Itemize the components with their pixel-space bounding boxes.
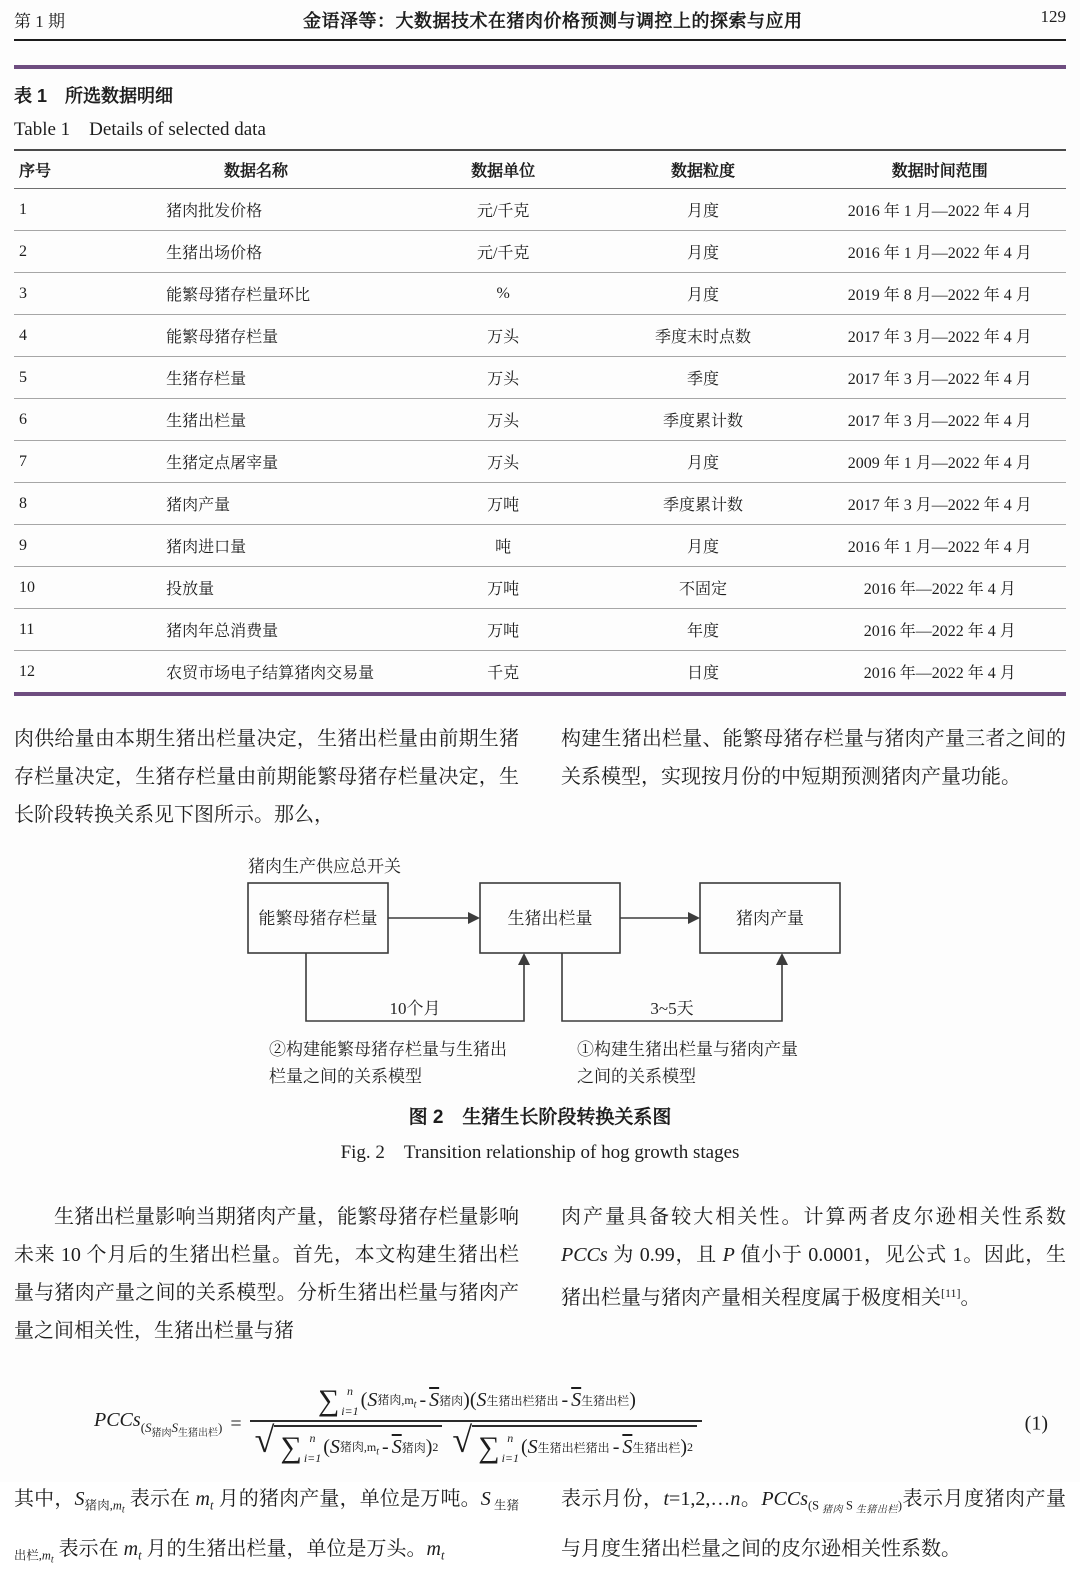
table-row bbox=[14, 315, 1066, 357]
table-cell: 2 bbox=[14, 231, 98, 273]
table-cell: 猪肉批发价格 bbox=[166, 203, 263, 220]
table-cell: 猪肉产量 bbox=[98, 483, 414, 525]
column-header: 数据时间范围 bbox=[813, 150, 1066, 189]
table-cell: 2017 年 3 月—2022 年 4 月 bbox=[813, 315, 1066, 357]
equation-denominator: √ ∑ n i=1 ( S 猪肉$,m_t$ - $\overline{S}$ 猪肉 ) 2 √ ∑ n i=1 ( S 生猪出栏猪出 - $\overline{S}$ 生猪出栏 ) 2 bbox=[250, 1422, 702, 1464]
table-cell: 2016 年—2022 年 4 月 bbox=[813, 651, 1066, 695]
column-header: 序号 bbox=[14, 150, 98, 189]
text-segment: P bbox=[722, 1244, 735, 1266]
table-cell: 万头 bbox=[414, 315, 593, 357]
table-cell: 2017 年 3 月—2022 年 4 月 bbox=[813, 357, 1066, 399]
text-segment: ) bbox=[897, 1498, 903, 1513]
text-segment: 生猪出栏, bbox=[14, 1498, 519, 1562]
table-cell: 猪肉年总消费量 bbox=[98, 609, 414, 651]
table-cell: 2016 年 1 月—2022 年 4 月 bbox=[813, 231, 1066, 273]
top-purple-rule bbox=[14, 65, 1066, 69]
table-cell: 万头 bbox=[414, 399, 593, 441]
data-table bbox=[14, 149, 1066, 696]
table-cell: 2019 年 8 月—2022 年 4 月 bbox=[813, 273, 1066, 315]
box-sow-inventory-label: 能繁母猪存栏量 bbox=[258, 909, 378, 928]
text-segment: 。 bbox=[740, 1488, 762, 1510]
table-row bbox=[14, 567, 1066, 609]
table-cell: 万吨 bbox=[414, 483, 593, 525]
u2-duration-label: 3~5天 bbox=[650, 999, 694, 1018]
text-segment: 肉产量具备较大相关性。计算两者皮尔逊相关性系数 bbox=[561, 1206, 1066, 1228]
table-cell: 万头 bbox=[414, 357, 593, 399]
text-segment: S bbox=[74, 1488, 85, 1510]
table-cell: 季度累计数 bbox=[593, 399, 814, 441]
text-segment: 表示在 bbox=[124, 1488, 196, 1510]
table-cell: 生猪存栏量 bbox=[98, 357, 414, 399]
table-cell: 万吨 bbox=[414, 567, 593, 609]
text-segment: t bbox=[138, 1547, 142, 1562]
text-segment: 表示在 bbox=[53, 1537, 124, 1560]
text-segment: 月的猪肉产量，单位是万吨。 bbox=[213, 1488, 481, 1510]
table-cell: 元/千克 bbox=[476, 203, 530, 220]
text-segment: S bbox=[480, 1488, 491, 1510]
table-row bbox=[14, 441, 1066, 483]
table-cell: 2016 年—2022 年 4 月 bbox=[813, 567, 1066, 609]
table-cell: 农贸市场电子结算猪肉交易量 bbox=[98, 651, 414, 695]
table-cell: 年度 bbox=[593, 609, 814, 651]
table-row bbox=[14, 231, 1066, 273]
column-header: 数据名称 bbox=[98, 150, 414, 189]
table-cell: 8 bbox=[14, 483, 98, 525]
text-segment: t bbox=[663, 1488, 670, 1510]
issue-number: 第 1 期 bbox=[14, 12, 65, 31]
table-cell: 7 bbox=[14, 441, 98, 483]
table-row bbox=[14, 189, 1066, 231]
table-cell: 万吨 bbox=[414, 609, 593, 651]
table-cell: 生猪出场价格 bbox=[98, 231, 414, 273]
box-hog-output-label: 生猪出栏量 bbox=[507, 909, 593, 928]
table-cell: 猪肉进口量 bbox=[98, 525, 414, 567]
arrowhead-icon bbox=[776, 953, 788, 965]
left-column-paragraph: 肉供给量由本期生猪出栏量决定，生猪出栏量由前期生猪存栏量决定，生猪存栏量由前期能繁母猪存栏量决定，生长阶段转换关系见下图所示。那么， bbox=[14, 728, 519, 826]
table-header-row bbox=[14, 150, 1066, 189]
table-row bbox=[14, 357, 1066, 399]
table-caption-en: Table 1 Details of selected data bbox=[14, 119, 266, 140]
column-header: 数据单位 bbox=[414, 150, 593, 189]
text-segment: 。 bbox=[960, 1287, 981, 1310]
table-cell: 2016 年 1 月—2022 年 4 月 bbox=[847, 203, 1032, 220]
text-segment: 月的生猪出栏量，单位是万头。 bbox=[141, 1537, 427, 1560]
table-cell: 月度 bbox=[593, 273, 814, 315]
table-cell: 2009 年 1 月—2022 年 4 月 bbox=[813, 441, 1066, 483]
left-column-paragraph bbox=[14, 1480, 519, 1579]
text-segment: m bbox=[426, 1537, 441, 1560]
text-segment: t bbox=[50, 1554, 54, 1565]
text-segment: 其中， bbox=[14, 1488, 75, 1510]
table-cell: % bbox=[414, 273, 593, 315]
text-segment: m bbox=[112, 1498, 122, 1513]
text-segment: m bbox=[195, 1488, 210, 1510]
left-column-paragraph: 生猪出栏量影响当期猪肉产量，能繁母猪存栏量影响未来 10 个月后的生猪出栏量。首先，本文构建生猪出栏量与猪肉产量之间的关系模型。分析生猪出栏量与猪肉产量之间相关性，生猪出栏量与猪 bbox=[14, 1206, 519, 1342]
running-title: 金语泽等：大数据技术在猪肉价格预测与调控上的探索与应用 bbox=[303, 11, 803, 31]
arrowhead-icon bbox=[688, 912, 700, 924]
equation-lhs: PCCs$_{(S_{猪肉}S_{生猪出栏})}$ bbox=[94, 1408, 223, 1440]
text-segment: S bbox=[846, 1498, 853, 1513]
table-cell: 10 bbox=[14, 567, 98, 609]
text-segment: =1,2,… bbox=[669, 1488, 731, 1510]
table-cell: 日度 bbox=[593, 651, 814, 695]
diagram-note-left-line2: 栏量之间的关系模型 bbox=[269, 1067, 422, 1086]
figure-caption-en: Fig. 2 Transition relationship of hog growth stages bbox=[340, 1142, 740, 1163]
header-rule bbox=[14, 39, 1066, 41]
table-caption-zh: 表 1 所选数据明细 bbox=[14, 86, 174, 106]
table-cell: 9 bbox=[14, 525, 98, 567]
text-segment: [11] bbox=[941, 1286, 961, 1300]
text-segment: m bbox=[41, 1547, 51, 1562]
table-cell: 4 bbox=[14, 315, 98, 357]
table-cell: 月度 bbox=[593, 441, 814, 483]
table-row bbox=[14, 273, 1066, 315]
equation-number: (1) bbox=[1024, 1412, 1048, 1435]
table-cell: 3 bbox=[14, 273, 98, 315]
hog-growth-stage-diagram bbox=[14, 848, 1066, 1096]
text-segment: 表示月度猪肉产量与月度生猪出栏量之间的皮尔逊相关性系数。 bbox=[561, 1488, 1067, 1560]
table-row bbox=[14, 483, 1066, 525]
table-cell: 月度 bbox=[593, 231, 814, 273]
table-cell: 能繁母猪存栏量 bbox=[98, 315, 414, 357]
table-cell: 5 bbox=[14, 357, 98, 399]
right-column-paragraph bbox=[561, 1198, 1066, 1350]
body-text-section-2 bbox=[14, 1198, 1066, 1350]
table-cell: 万头 bbox=[414, 441, 593, 483]
body-text-bottom bbox=[14, 1480, 1066, 1579]
right-column-paragraph: 构建生猪出栏量、能繁母猪存栏量与猪肉产量三者之间的关系模型，实现按月份的中短期预测猪肉产量功能。 bbox=[561, 728, 1066, 788]
equals-sign: = bbox=[230, 1412, 242, 1435]
text-segment: 猪肉, bbox=[84, 1498, 113, 1513]
body-text-section-1 bbox=[14, 720, 1066, 834]
text-segment: (S bbox=[808, 1498, 820, 1513]
text-segment: 表示月份， bbox=[561, 1488, 664, 1510]
table-cell: 季度末时点数 bbox=[593, 315, 814, 357]
table-cell: 季度累计数 bbox=[593, 483, 814, 525]
page-number: 129 bbox=[1040, 7, 1066, 26]
equation-fraction bbox=[250, 1385, 702, 1464]
text-segment: 猪肉 bbox=[819, 1504, 847, 1516]
table-cell: 6 bbox=[14, 399, 98, 441]
table-row bbox=[14, 525, 1066, 567]
table-cell: 月度 bbox=[593, 525, 814, 567]
table-cell: 吨 bbox=[414, 525, 593, 567]
text-segment: t bbox=[440, 1547, 445, 1562]
text-segment: t bbox=[121, 1504, 125, 1516]
arrowhead-icon bbox=[518, 953, 530, 965]
table-cell: 生猪定点屠宰量 bbox=[98, 441, 414, 483]
text-segment: m bbox=[123, 1537, 139, 1560]
table-cell: 能繁母猪存栏量环比 bbox=[98, 273, 414, 315]
table-cell: 季度 bbox=[593, 357, 814, 399]
column-header: 数据粒度 bbox=[593, 150, 814, 189]
table-cell: 2017 年 3 月—2022 年 4 月 bbox=[813, 483, 1066, 525]
diagram-top-label: 猪肉生产供应总开关 bbox=[248, 857, 401, 876]
table-cell: 2017 年 3 月—2022 年 4 月 bbox=[813, 399, 1066, 441]
diagram-note-right-line1: ①构建生猪出栏量与猪肉产量 bbox=[577, 1040, 798, 1059]
u1-duration-label: 10个月 bbox=[389, 999, 441, 1018]
page-header bbox=[0, 0, 1080, 33]
text-segment: 生猪出栏 bbox=[852, 1504, 898, 1516]
table-cell: 1 bbox=[19, 200, 27, 218]
equation-numerator: ∑ n i=1 ( S 猪肉$,m_t$ - $\overline{S}$ 猪肉 ) ( S 生猪出栏猪出 - $\overline{S}$ 生猪出栏 ) bbox=[250, 1385, 702, 1422]
table-cell: 2016 年—2022 年 4 月 bbox=[813, 609, 1066, 651]
table-cell: 投放量 bbox=[98, 567, 414, 609]
table-row bbox=[14, 651, 1066, 695]
table-cell: 2016 年 1 月—2022 年 4 月 bbox=[813, 525, 1066, 567]
table-row bbox=[14, 609, 1066, 651]
arrowhead-icon bbox=[468, 912, 480, 924]
text-segment: n bbox=[730, 1488, 741, 1510]
figure-caption-zh: 图 2 生猪生长阶段转换关系图 bbox=[408, 1107, 672, 1128]
text-segment: 值小于 0.0001，见公式 1。因此，生猪出栏量与猪肉产量相关程度属于极度相关 bbox=[561, 1244, 1067, 1310]
table-row bbox=[14, 399, 1066, 441]
box-pork-production-label: 猪肉产量 bbox=[736, 909, 804, 928]
table-cell: 12 bbox=[14, 651, 98, 695]
table-cell: 生猪出栏量 bbox=[98, 399, 414, 441]
table-cell: 11 bbox=[14, 609, 98, 651]
text-segment: 为 0.99，且 bbox=[607, 1244, 723, 1266]
table-cell: 月度 bbox=[687, 203, 720, 220]
equation-1 bbox=[14, 1376, 1066, 1472]
text-segment: PCCs bbox=[761, 1488, 809, 1510]
table-cell: 不固定 bbox=[593, 567, 814, 609]
text-segment: t bbox=[209, 1498, 214, 1513]
table-cell: 千克 bbox=[414, 651, 593, 695]
right-column-paragraph bbox=[561, 1480, 1066, 1579]
text-segment: PCCs bbox=[561, 1244, 608, 1266]
diagram-note-right-line2: 之间的关系模型 bbox=[577, 1067, 696, 1086]
diagram-note-left-line1: ②构建能繁母猪存栏量与生猪出 bbox=[269, 1040, 507, 1059]
table-cell: 元/千克 bbox=[414, 231, 593, 273]
